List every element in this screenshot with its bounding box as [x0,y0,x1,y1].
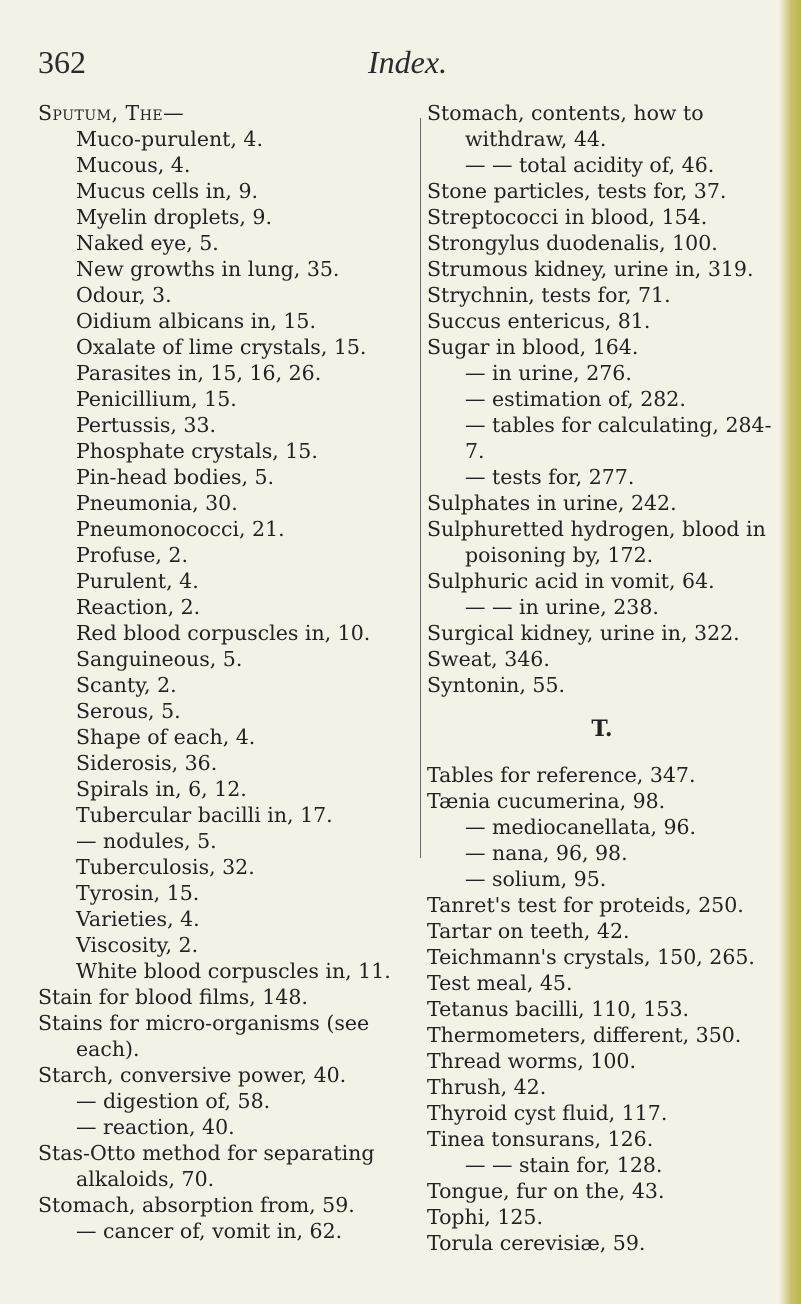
index-entry: Tongue, fur on the, 43. [427,1179,665,1203]
index-heading: Sputum, The— [38,101,185,125]
index-entry: Sugar in blood, 164. [427,335,639,359]
index-subentry: Naked eye, 5. [76,231,219,255]
index-subentry: Serous, 5. [76,699,181,723]
index-subentry: Pneumonia, 30. [76,491,238,515]
index-subentry: — — in urine, 238. [465,595,659,619]
page-edge-shadow [779,0,801,1304]
index-entry: Test meal, 45. [427,971,573,995]
index-entry: Stone particles, tests for, 37. [427,179,727,203]
index-entry: Tetanus bacilli, 110, 153. [427,997,690,1021]
index-entry: Thrush, 42. [427,1075,547,1099]
index-subentry: Phosphate crystals, 15. [76,439,318,463]
page-number: 362 [38,44,86,80]
column-divider [420,118,421,858]
index-entry: Syntonin, 55. [427,673,566,697]
index-entry: Tænia cucumerina, 98. [427,789,666,813]
index-entry: Stomach, contents, how to withdraw, 44. [427,101,704,151]
index-entry: Strongylus duodenalis, 100. [427,231,718,255]
index-entry: Strumous kidney, urine in, 319. [427,257,754,281]
index-entry: Sulphuric acid in vomit, 64. [427,569,715,593]
index-subentry: Shape of each, 4. [76,725,256,749]
index-entry: Stas-Otto method for separating alkaloids, 70. [38,1141,375,1191]
index-entry: Tables for reference, 347. [427,763,696,787]
index-entry: Strychnin, tests for, 71. [427,283,671,307]
index-entry: Starch, conversive power, 40. [38,1063,347,1087]
index-entry: Sweat, 346. [427,647,550,671]
index-subentry: — nana, 96, 98. [465,841,628,865]
index-entry: Thread worms, 100. [427,1049,636,1073]
index-subentry: — nodules, 5. [76,829,217,853]
index-entry: Stomach, absorption from, 59. [38,1193,355,1217]
index-subentry: Reaction, 2. [76,595,201,619]
index-subentry: Spirals in, 6, 12. [76,777,247,801]
index-subentry: Pneumonococci, 21. [76,517,285,541]
index-subentry: — tables for calculating, 284-7. [465,413,772,463]
index-subentry: — — stain for, 128. [465,1153,663,1177]
index-entry: Tinea tonsurans, 126. [427,1127,654,1151]
index-subentry: Sanguineous, 5. [76,647,243,671]
index-subentry: Varieties, 4. [76,907,200,931]
index-subentry: Oxalate of lime crystals, 15. [76,335,367,359]
index-subentry: Pin-head bodies, 5. [76,465,275,489]
index-entry: Succus entericus, 81. [427,309,651,333]
index-subentry: Scanty, 2. [76,673,177,697]
index-subentry: Odour, 3. [76,283,172,307]
index-subentry: Tyrosin, 15. [76,881,200,905]
index-subentry: Siderosis, 36. [76,751,218,775]
index-subentry: White blood corpuscles in, 11. [76,959,391,983]
index-subentry: Red blood corpuscles in, 10. [76,621,371,645]
index-entry: Thyroid cyst fluid, 117. [427,1101,668,1125]
index-subentry: Viscosity, 2. [76,933,199,957]
index-entry: Stain for blood films, 148. [38,985,308,1009]
index-column-left [38,100,426,1244]
section-letter: T. [591,716,613,742]
index-subentry: — solium, 95. [465,867,607,891]
index-entry: Tartar on teeth, 42. [427,919,630,943]
index-entry: Sulphuretted hydrogen, blood in poisoning by, 172. [427,517,766,567]
index-entry: Streptococci in blood, 154. [427,205,708,229]
index-entry: Teichmann's crystals, 150, 265. [427,945,755,969]
index-subentry: — tests for, 277. [465,465,635,489]
index-entry: Stains for micro-organisms (see each). [38,1011,370,1061]
index-entry: Tanret's test for proteids, 250. [427,893,744,917]
index-subentry: Purulent, 4. [76,569,199,593]
index-entry: Sulphates in urine, 242. [427,491,677,515]
index-entry: Thermometers, different, 350. [427,1023,742,1047]
index-entry: Tophi, 125. [427,1205,543,1229]
index-subentry: — estimation of, 282. [465,387,686,411]
index-subentry: Mucus cells in, 9. [76,179,259,203]
index-entry: Torula cerevisiæ, 59. [427,1231,646,1255]
index-subentry: Oidium albicans in, 15. [76,309,316,333]
index-subentry: Myelin droplets, 9. [76,205,272,229]
index-subentry: Pertussis, 33. [76,413,216,437]
index-subentry: New growths in lung, 35. [76,257,340,281]
index-subentry: — reaction, 40. [76,1115,235,1139]
index-subentry: Muco-purulent, 4. [76,127,263,151]
index-subentry: — digestion of, 58. [76,1089,271,1113]
index-subentry: Tubercular bacilli in, 17. [76,803,333,827]
index-subentry: — — total acidity of, 46. [465,153,715,177]
index-column-right [427,100,777,1256]
index-subentry: Tuberculosis, 32. [76,855,255,879]
page-header [38,44,758,84]
index-entry: Surgical kidney, urine in, 322. [427,621,740,645]
index-subentry: Profuse, 2. [76,543,188,567]
index-subentry: — in urine, 276. [465,361,632,385]
index-subentry: Penicillium, 15. [76,387,237,411]
index-subentry: — cancer of, vomit in, 62. [76,1219,343,1243]
index-subentry: — mediocanellata, 96. [465,815,697,839]
index-subentry: Parasites in, 15, 16, 26. [76,361,322,385]
running-title: Index. [368,44,448,80]
index-subentry: Mucous, 4. [76,153,191,177]
